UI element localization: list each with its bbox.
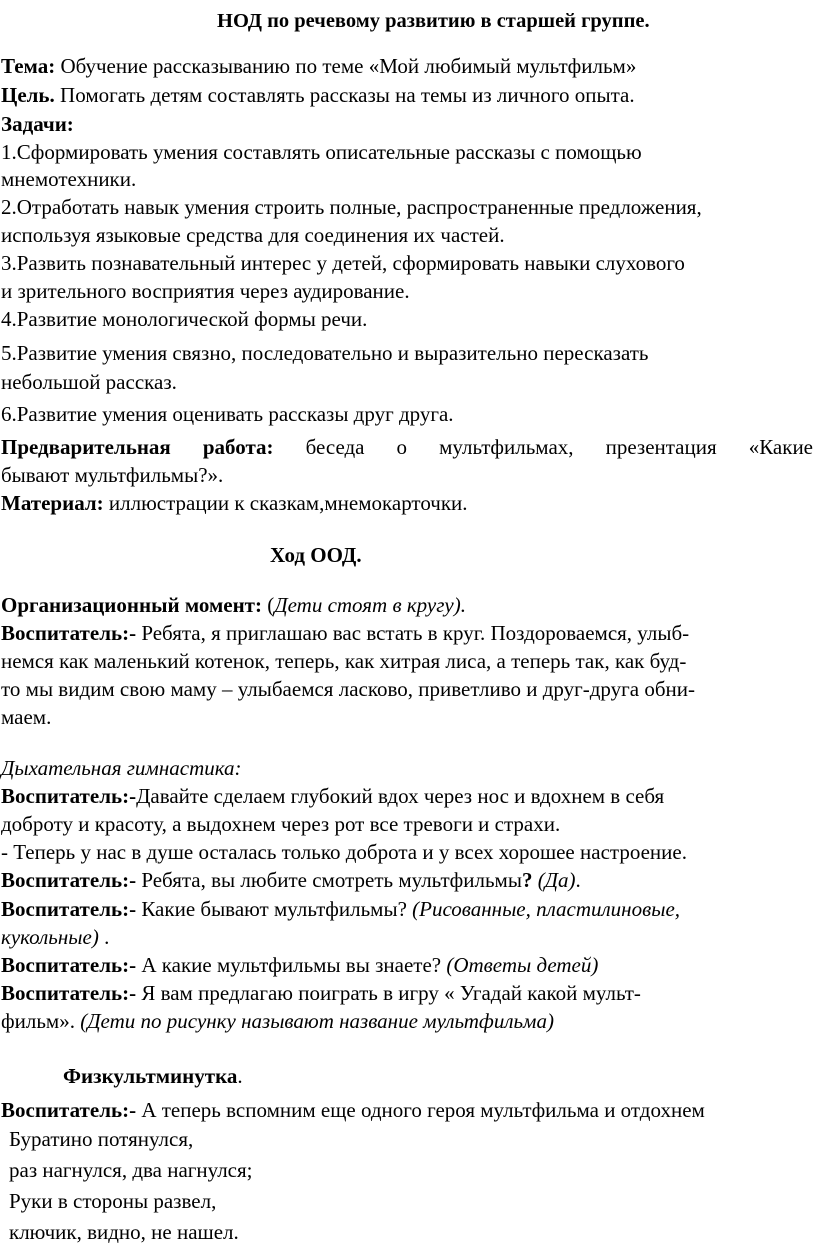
teacher-1-text-1: Ребята, я приглашаю вас встать в круг. Поздороваемся, улыб- xyxy=(136,621,690,645)
tasks-heading: Задачи: xyxy=(1,112,74,136)
tema-text: Обучение рассказыванию по теме «Мой любимый мультфильм» xyxy=(55,54,637,78)
fizkult-heading xyxy=(63,1063,816,1089)
section-title-hod: Ход ООД. xyxy=(270,543,362,567)
teacher-6-text-2: фильм». xyxy=(1,1009,75,1033)
goal-label: Цель. xyxy=(1,83,55,107)
dash-line: - Теперь у нас в душе осталась только доброта и у всех хорошее настроение. xyxy=(1,840,687,864)
teacher-4-end: . xyxy=(98,925,110,949)
prep-work-label: Предварительная работа: xyxy=(1,435,274,459)
task-5-line-2: небольшой рассказ. xyxy=(1,370,177,394)
teacher-label: Воспитатель:- xyxy=(1,784,137,808)
teacher-label: Воспитатель:- xyxy=(1,953,137,977)
goal-text: Помогать детям составлять рассказы на темы из личного опыта. xyxy=(54,83,635,107)
teacher-6-note: (Дети по рисунку называют название мультфильма) xyxy=(74,1009,554,1033)
task-2-line-2: используя языковые средства для соединения их частей. xyxy=(1,223,505,247)
teacher-5-answer: (Ответы детей) xyxy=(446,953,599,977)
page-title: НОД по речевому развитию в старшей группе. xyxy=(217,10,650,32)
teacher-7-line xyxy=(1,1097,816,1123)
prep-work-text: беседа о мультфильмах, презентация «Какие xyxy=(305,435,814,459)
teacher-4-line-1 xyxy=(1,896,816,922)
task-2-line-1: 2.Отработать навык умения строить полные, распространенные предложения, xyxy=(1,195,702,219)
breathing-heading: Дыхательная гимнастика: xyxy=(1,756,242,780)
prep-work-line-1 xyxy=(1,434,813,460)
fizkult-label: Физкультминутка xyxy=(63,1064,238,1088)
material-label: Материал: xyxy=(1,491,104,515)
task-1-line-2: мнемотехники. xyxy=(1,167,137,191)
teacher-7-text: А теперь вспомним еще одного героя мультфильма и отдохнем xyxy=(136,1098,705,1122)
teacher-4-text: Какие бывают мультфильмы? xyxy=(136,897,413,921)
poem-line-3: Руки в стороны развел, xyxy=(9,1189,217,1213)
teacher-6-text-1: Я вам предлагаю поиграть в игру « Угадай какой мульт- xyxy=(136,981,641,1005)
teacher-3-line xyxy=(1,867,816,893)
tema-label: Тема: xyxy=(1,54,56,78)
material-text: иллюстрации к сказкам,мнемокарточки. xyxy=(103,491,468,515)
teacher-6-line-1 xyxy=(1,980,816,1006)
teacher-2-line-2: доброту и красоту, а выдохнем через рот все тревоги и страхи. xyxy=(1,812,561,836)
fizkult-end: . xyxy=(237,1064,243,1088)
teacher-1-line-4: маем. xyxy=(1,705,52,729)
teacher-4-answer-2: кукольные) xyxy=(1,925,99,949)
org-moment-paren: ( xyxy=(262,593,275,617)
goal-line xyxy=(1,82,816,108)
teacher-1-line-3: то мы видим свою маму – улыбаемся ласково, приветливо и друг-друга обни- xyxy=(1,677,695,701)
org-moment-note: Дети стоят в кругу). xyxy=(274,593,466,617)
teacher-1-line-1 xyxy=(1,620,816,646)
teacher-label: Воспитатель:- xyxy=(1,621,137,645)
task-4-line: 4.Развитие монологической формы речи. xyxy=(1,307,368,331)
teacher-3-answer: (Да) xyxy=(532,868,576,892)
prep-work-line-2: бывают мультфильмы?». xyxy=(1,463,224,487)
teacher-4-answer-1: (Рисованные, пластилиновые, xyxy=(412,897,681,921)
teacher-2-text-1: Давайте сделаем глубокий вдох через нос и вдохнем в себя xyxy=(136,784,665,808)
teacher-4-line-2 xyxy=(1,924,816,950)
teacher-3-end: . xyxy=(575,868,581,892)
poem-line-4: ключик, видно, не нашел. xyxy=(9,1220,239,1244)
task-3-line-2: и зрительного восприятия через аудирование. xyxy=(1,279,410,303)
task-5-line-1: 5.Развитие умения связно, последовательно и выразительно пересказать xyxy=(1,341,649,365)
teacher-5-text: А какие мультфильмы вы знаете? xyxy=(136,953,447,977)
poem-line-1: Буратино потянулся, xyxy=(9,1127,194,1151)
material-line xyxy=(1,490,816,516)
task-6-line: 6.Развитие умения оценивать рассказы друг друга. xyxy=(1,402,454,426)
teacher-label: Воспитатель:- xyxy=(1,981,137,1005)
teacher-label: Воспитатель:- xyxy=(1,1098,137,1122)
poem-line-2: раз нагнулся, два нагнулся; xyxy=(9,1158,253,1182)
teacher-6-line-2 xyxy=(1,1008,816,1034)
org-moment-label: Организационный момент: xyxy=(1,593,262,617)
teacher-label: Воспитатель:- xyxy=(1,868,137,892)
teacher-3-text: Ребята, вы любите смотреть мультфильмы xyxy=(136,868,522,892)
teacher-label: Воспитатель:- xyxy=(1,897,137,921)
org-moment-line xyxy=(1,592,816,618)
teacher-5-line xyxy=(1,952,816,978)
task-1-line-1: 1.Сформировать умения составлять описательные рассказы с помощью xyxy=(1,140,642,164)
teacher-1-line-2: немся как маленький котенок, теперь, как хитрая лиса, а теперь так, как буд- xyxy=(1,649,687,673)
teacher-3-qmark: ? xyxy=(521,868,533,892)
teacher-2-line-1 xyxy=(1,783,816,809)
tema-line xyxy=(1,53,816,79)
task-3-line-1: 3.Развить познавательный интерес у детей, сформировать навыки слухового xyxy=(1,251,685,275)
